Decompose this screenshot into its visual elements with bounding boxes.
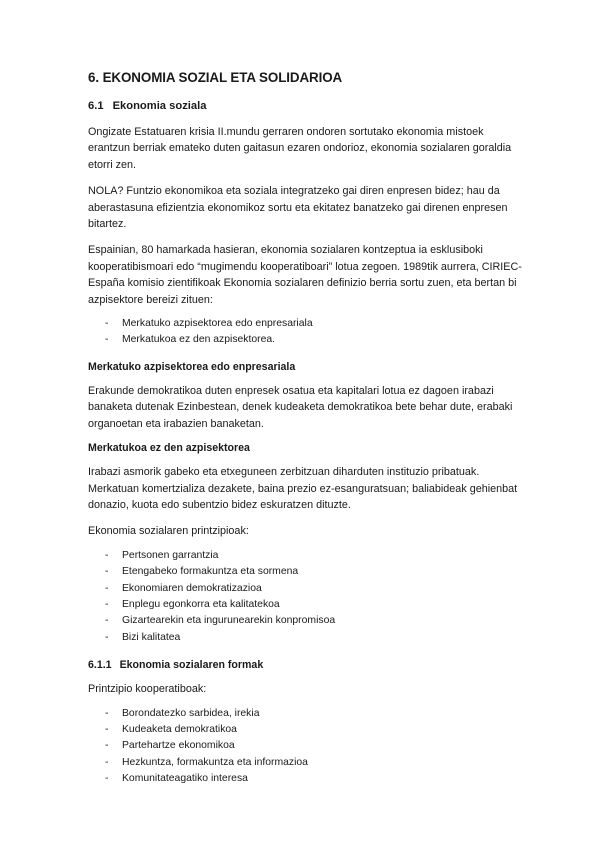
subheading-merkatukoa-ez: Merkatukoa ez den azpisektorea — [88, 442, 250, 455]
coop-principles-intro: Printzipio kooperatiboak: — [88, 683, 207, 696]
section-title: Ekonomia soziala — [112, 100, 207, 112]
paragraph-intro: Ongizate Estatuaren krisia II.mundu gerraren ondoren sortutako ekonomia mistoek erantzun berriak emateko duten gaitasun ezaren ondorioz, ekonomia sozialaren goraldia etorri zen. — [88, 126, 512, 171]
bullet-dash: - — [105, 707, 109, 719]
principles-list — [88, 548, 528, 646]
bullet-dash: - — [105, 756, 109, 768]
bullet-dash: - — [105, 549, 109, 561]
bullet-dash: - — [105, 598, 109, 610]
bullet-dash: - — [105, 740, 109, 752]
list-item: - Ekonomiaren demokratizazioa — [88, 581, 528, 597]
bullet-dash: - — [105, 318, 109, 330]
bullet-dash: - — [105, 582, 109, 594]
list-item: - Kudeaketa demokratikoa — [88, 722, 528, 738]
paragraph-merkatukoa-ez: Irabazi asmorik gabeko eta etxeguneen zerbitzuan diharduten instituzio pribatuak. Merkatuan komertzializa dezakete, baina prezio ez-esanguratsuan; baliabideak gehienbat donazio, kuota edo subentzio bidez eskuratzen dituzte. — [88, 466, 518, 511]
list-item: - Partehartze ekonomikoa — [88, 738, 528, 754]
list-item: - Gizartearekin eta ingurunearekin konpromisoa — [88, 613, 528, 629]
bullet-dash: - — [105, 566, 109, 578]
list-item: - Komunitateagatiko interesa — [88, 771, 528, 787]
section-heading-6-1 — [88, 100, 528, 112]
bullet-dash: - — [105, 773, 109, 785]
document-title: 6. EKONOMIA SOZIAL ETA SOLIDARIOA — [88, 70, 343, 85]
coop-principles-list — [88, 706, 528, 788]
list-item: - Merkatuko azpisektorea edo enpresariala — [88, 316, 528, 332]
section-heading-6-1-1 — [88, 659, 528, 671]
list-item: - Merkatukoa ez den azpisektorea. — [88, 332, 528, 348]
subheading-merkatuko: Merkatuko azpisektorea edo enpresariala — [88, 360, 296, 373]
list-item: - Hezkuntza, formakuntza eta informazioa — [88, 755, 528, 771]
principles-intro: Ekonomia sozialaren printzipioak: — [88, 525, 249, 538]
bullet-dash: - — [105, 723, 109, 735]
document-page — [88, 70, 528, 800]
list-item: - Pertsonen garrantzia — [88, 548, 528, 564]
section-number: 6.1.1 — [88, 659, 112, 672]
bullet-dash: - — [105, 615, 109, 627]
paragraph-espainian: Espainian, 80 hamarkada hasieran, ekonomia sozialaren kontzeptua ia esklusiboki kooperatibismoari edo “mugimendu kooperatiboari” lotua zegoen. 1989tik aurrera, CIRIEC-España komisio zientifikoak Ekonomia sozialaren definizio berria sortu zuen, eta bertan bi azpisektore bereizi zituen: — [88, 244, 522, 306]
section-number: 6.1 — [88, 100, 104, 112]
bullet-dash: - — [105, 334, 109, 346]
bullet-dash: - — [105, 631, 109, 643]
paragraph-nola: NOLA? Funtzio ekonomikoa eta soziala integratzeko gai diren enpresen bidez; hau da aberastasuna efizientzia ekonomikoz sortu eta ekitatez banatzeko gai direnen enpresen bitartez. — [88, 185, 508, 231]
list-item: - Enplegu egonkorra eta kalitatekoa — [88, 597, 528, 613]
paragraph-merkatuko: Erakunde demokratikoa duten enpresek osatua eta kapitalari lotua ez dagoen irabazi banaketa dutenak Ezinbestean, denek kudeaketa demokratikoa bete behar dute, erabaki organoetan eta irabazien banaketan. — [88, 384, 513, 430]
list-item: - Etengabeko formakuntza eta sormena — [88, 564, 528, 580]
section-title: Ekonomia sozialaren formak — [119, 659, 264, 672]
list-item: - Bizi kalitatea — [88, 630, 528, 646]
list-item: - Borondatezko sarbidea, irekia — [88, 706, 528, 722]
subsectors-list — [88, 316, 528, 349]
